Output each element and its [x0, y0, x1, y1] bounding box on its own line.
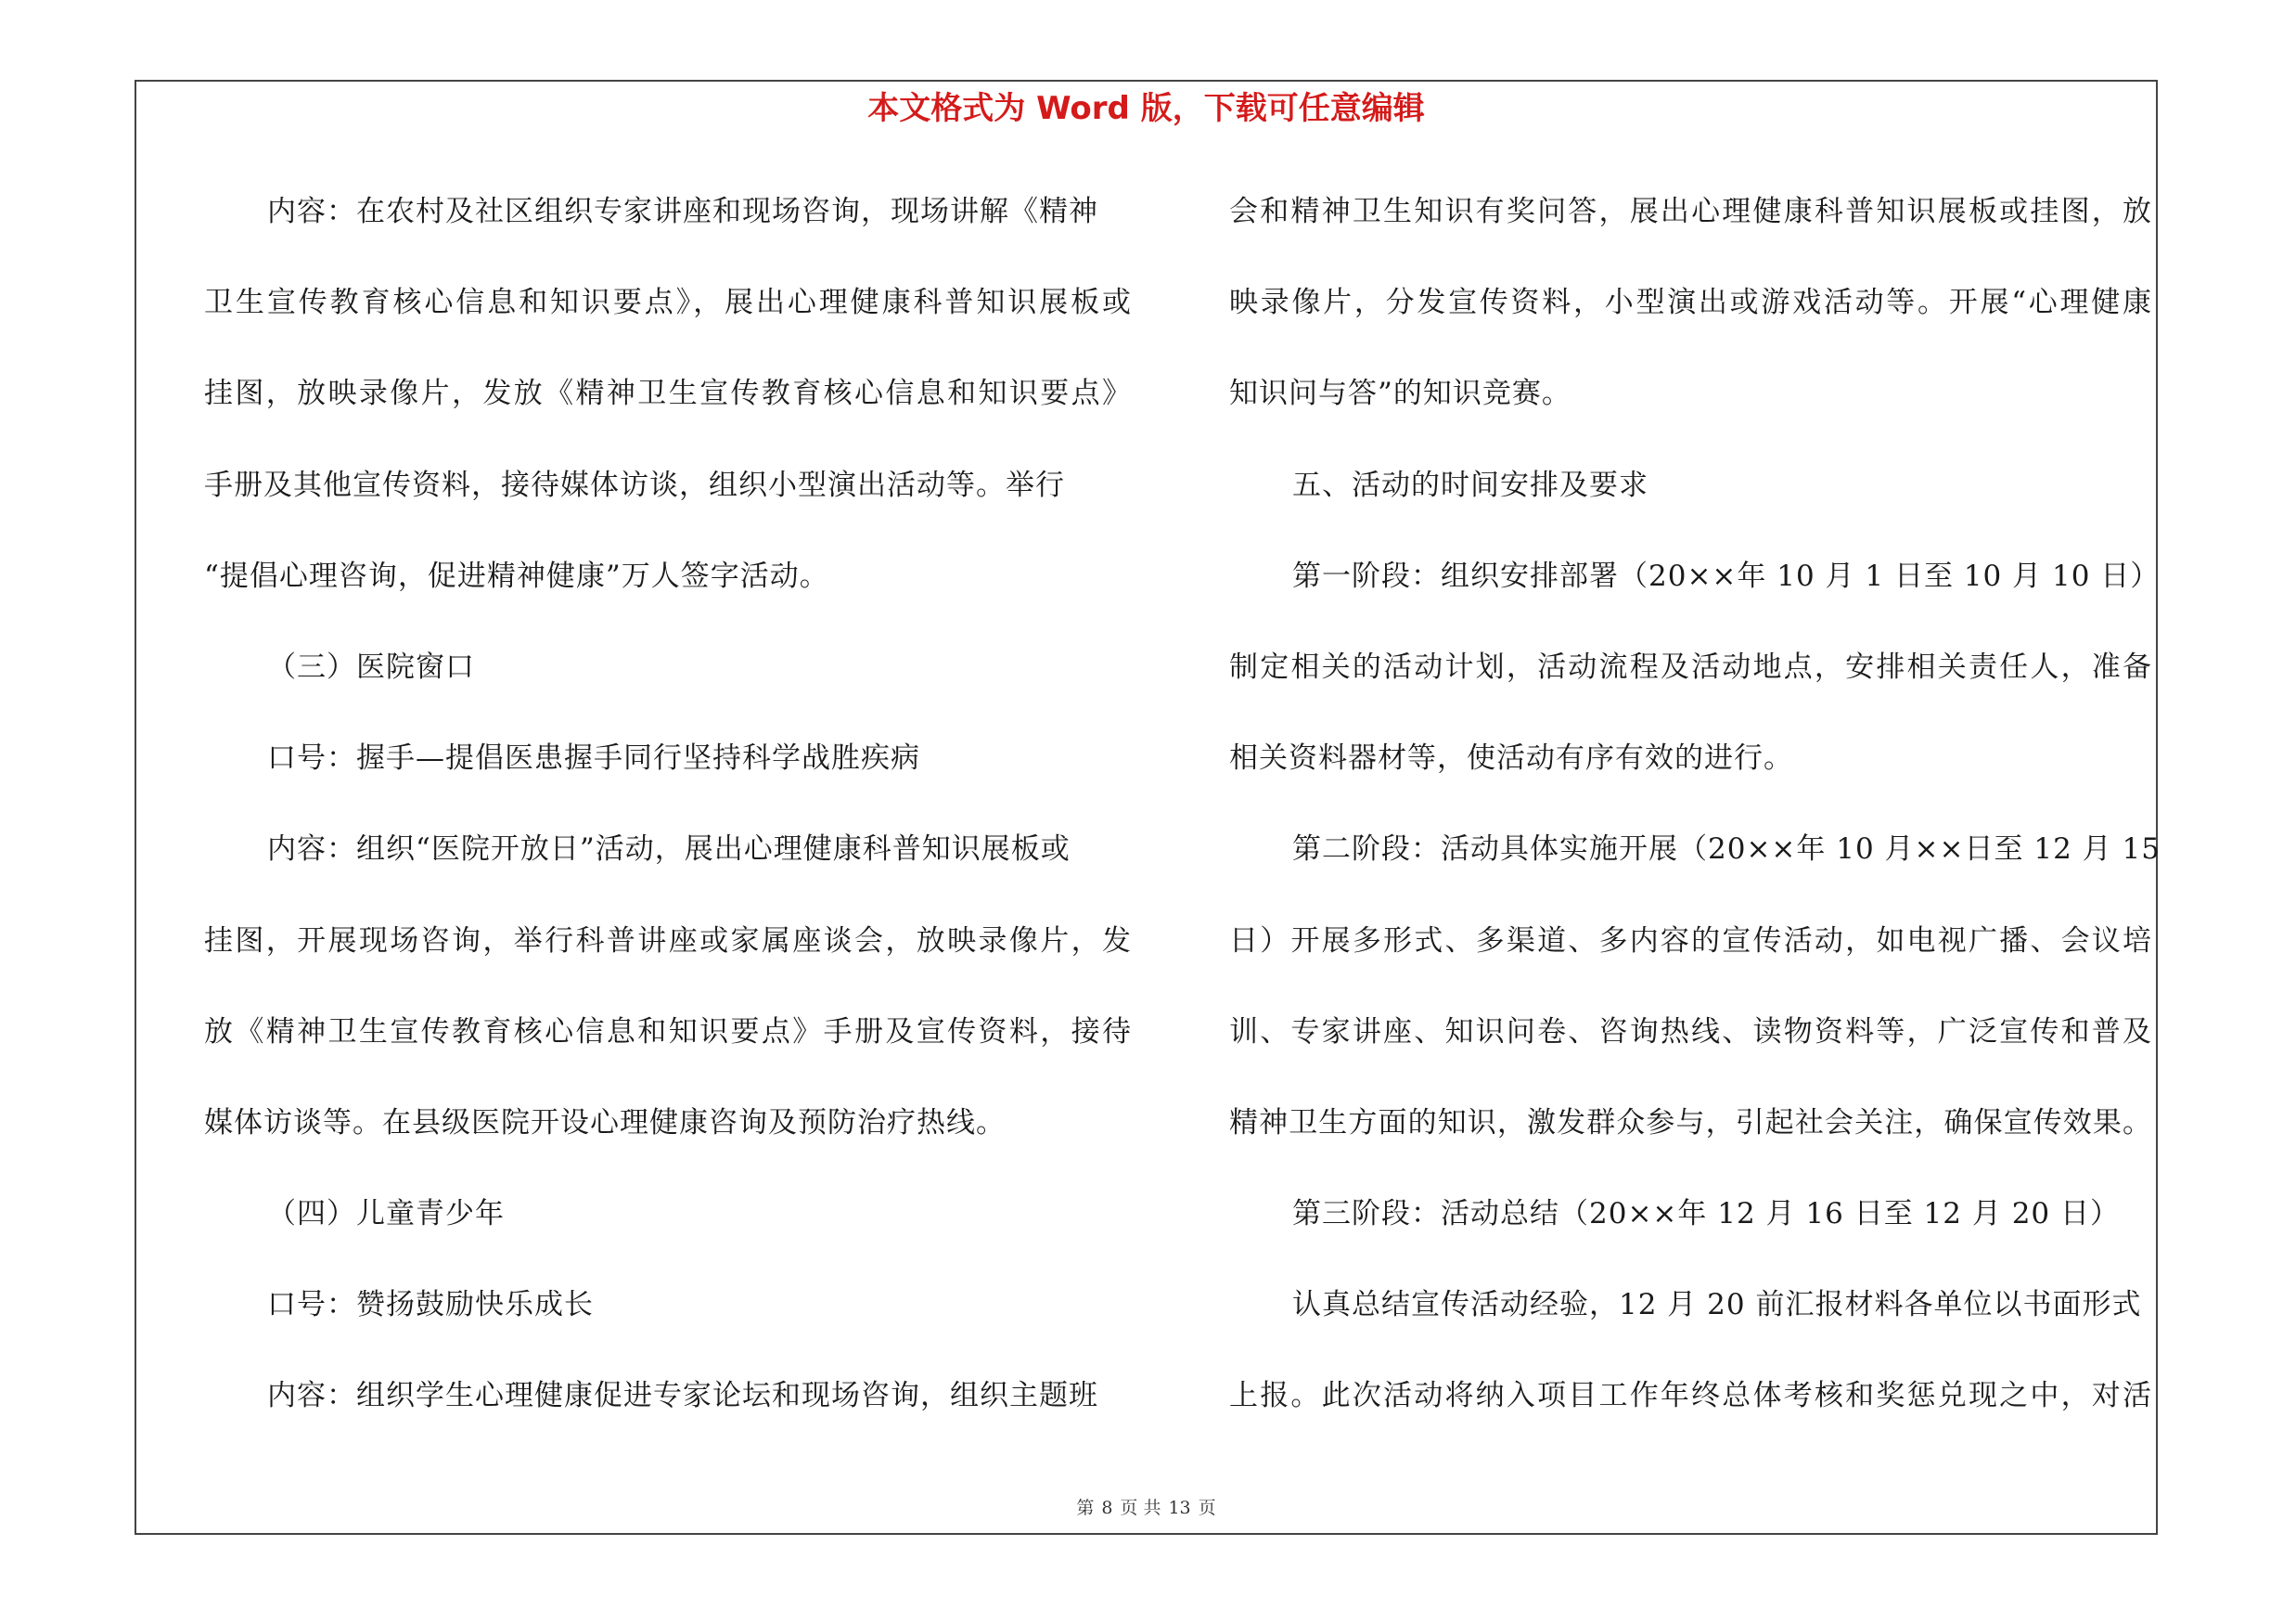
slogan-line: 口号：赞扬鼓励快乐成长: [267, 1288, 594, 1322]
stage-heading: 第三阶段：活动总结（20××年 12 月 16 日至 12 月 20 日）: [1292, 1197, 2121, 1231]
section-heading: （三）医院窗口: [267, 650, 475, 684]
stage-heading: 第一阶段：组织安排部署（20××年 10 月 1 日至 10 月 10 日）: [1292, 559, 2161, 593]
footer-middle: 页 共: [1120, 1498, 1161, 1518]
paragraph-line: 精神卫生方面的知识，激发群众参与，引起社会关注，确保宣传效果。: [1229, 1105, 2152, 1140]
stage-heading: 第二阶段：活动具体实施开展（20××年 10 月××日至 12 月 15: [1292, 832, 2161, 867]
paragraph-line: 上报。此次活动将纳入项目工作年终总体考核和奖惩兑现之中，对活: [1229, 1379, 2152, 1413]
paragraph-line: 挂图，开展现场咨询，举行科普讲座或家属座谈会，放映录像片，发: [204, 923, 1132, 958]
paragraph-line: 放《精神卫生宣传教育核心信息和知识要点》手册及宣传资料，接待: [204, 1014, 1132, 1049]
paragraph-line: 媒体访谈等。在县级医院开设心理健康咨询及预防治疗热线。: [204, 1105, 1006, 1140]
paragraph-line: 内容：组织学生心理健康促进专家论坛和现场咨询，组织主题班: [267, 1379, 1098, 1413]
paragraph-line: 内容：在农村及社区组织专家讲座和现场咨询，现场讲解《精神: [267, 195, 1098, 228]
right-column: [1229, 183, 2161, 1459]
format-banner: 本文格式为 Word 版，下载可任意编辑: [867, 90, 1425, 127]
paragraph-line: 会和精神卫生知识有奖问答，展出心理健康科普知识展板或挂图，放: [1229, 195, 2152, 228]
paragraph-line: 手册及其他宣传资料，接待媒体访谈，组织小型演出活动等。举行: [204, 468, 1065, 502]
footer-suffix: 页: [1198, 1498, 1216, 1518]
section-heading: 五、活动的时间安排及要求: [1292, 468, 1648, 502]
page-number-footer: [135, 1494, 2158, 1522]
left-column: [204, 183, 1132, 1459]
paragraph-line: 卫生宣传教育核心信息和知识要点》，展出心理健康科普知识展板或: [204, 286, 1132, 320]
slogan-line: 口号：握手—提倡医患握手同行坚持科学战胜疾病: [267, 741, 920, 776]
footer-prefix: 第: [1076, 1498, 1095, 1518]
paragraph-line: 知识问与答”的知识竞赛。: [1229, 377, 1571, 411]
paragraph-line: 制定相关的活动计划，活动流程及活动地点，安排相关责任人，准备: [1229, 650, 2152, 684]
paragraph-line: 挂图，放映录像片，发放《精神卫生宣传教育核心信息和知识要点》: [204, 377, 1132, 411]
paragraph-line: 相关资料器材等，使活动有序有效的进行。: [1229, 741, 1793, 776]
paragraph-line: 映录像片，分发宣传资料，小型演出或游戏活动等。开展“心理健康: [1229, 286, 2152, 320]
paragraph-line: 内容：组织“医院开放日”活动，展出心理健康科普知识展板或: [267, 832, 1071, 867]
section-heading: （四）儿童青少年: [267, 1197, 505, 1231]
paragraph-line: 认真总结宣传活动经验，12 月 20 前汇报材料各单位以书面形式: [1292, 1288, 2142, 1322]
paragraph-line: 训、专家讲座、知识问卷、咨询热线、读物资料等，广泛宣传和普及: [1229, 1014, 2152, 1049]
total-page-count: 13: [1168, 1498, 1191, 1518]
current-page-number: 8: [1101, 1498, 1113, 1518]
paragraph-line: 日）开展多形式、多渠道、多内容的宣传活动，如电视广播、会议培: [1229, 923, 2152, 958]
paragraph-line: “提倡心理咨询，促进精神健康”万人签字活动。: [204, 559, 829, 593]
